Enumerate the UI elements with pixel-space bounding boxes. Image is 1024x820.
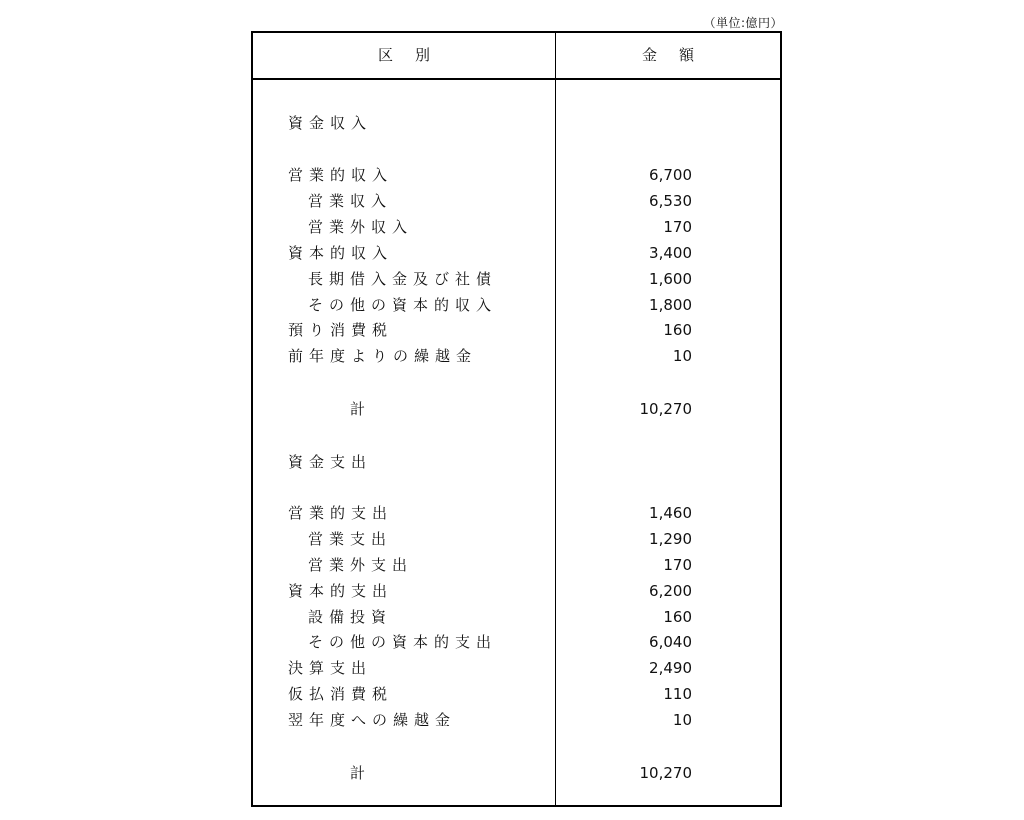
row-amount: 10,270 <box>639 400 692 418</box>
row-label: 設備投資 <box>308 608 393 626</box>
header-amount: 金額 <box>641 46 716 64</box>
table-row <box>253 606 780 628</box>
row-label: 決算支出 <box>288 659 373 677</box>
table-row <box>253 580 780 602</box>
table-row <box>253 709 780 731</box>
table-row <box>253 294 780 316</box>
row-label: 営業収入 <box>308 192 393 210</box>
row-label: 営業外支出 <box>308 556 414 574</box>
row-amount: 160 <box>663 321 692 339</box>
funds-table <box>251 31 782 807</box>
row-amount: 170 <box>663 218 692 236</box>
row-amount: 1,600 <box>649 270 692 288</box>
row-label: 長期借入金及び社債 <box>308 270 498 288</box>
row-label: 翌年度への繰越金 <box>288 711 457 729</box>
table-row <box>253 528 780 550</box>
row-amount: 10,270 <box>639 764 692 782</box>
row-amount: 170 <box>663 556 692 574</box>
row-amount: 10 <box>672 347 692 365</box>
row-label: 営業支出 <box>308 530 393 548</box>
row-label: 資本的収入 <box>288 244 394 262</box>
row-amount: 6,700 <box>649 166 692 184</box>
unit-label: （単位:億円） <box>703 16 783 30</box>
table-row <box>253 451 780 473</box>
row-label: 計 <box>350 400 372 418</box>
table-row <box>253 164 780 186</box>
row-amount: 1,460 <box>649 504 692 522</box>
row-label: 計 <box>350 764 372 782</box>
header-category: 区別 <box>377 46 452 64</box>
row-label: 仮払消費税 <box>288 685 394 703</box>
row-amount: 3,400 <box>649 244 692 262</box>
table-row <box>253 268 780 290</box>
row-label: その他の資本的支出 <box>308 633 498 651</box>
row-amount: 1,290 <box>649 530 692 548</box>
row-amount: 6,530 <box>649 192 692 210</box>
table-row <box>253 657 780 679</box>
table-row <box>253 242 780 264</box>
table-row <box>253 398 780 420</box>
table-row <box>253 319 780 341</box>
row-label: 営業外収入 <box>308 218 414 236</box>
table-row <box>253 554 780 576</box>
row-amount: 160 <box>663 608 692 626</box>
row-label: 資金収入 <box>288 114 373 132</box>
row-amount: 110 <box>663 685 692 703</box>
table-row <box>253 345 780 367</box>
row-label: その他の資本的収入 <box>308 296 498 314</box>
row-label: 資本的支出 <box>288 582 394 600</box>
table-row <box>253 762 780 784</box>
header-divider <box>253 78 780 80</box>
row-label: 営業的収入 <box>288 166 394 184</box>
table-row <box>253 190 780 212</box>
row-amount: 1,800 <box>649 296 692 314</box>
row-amount: 2,490 <box>649 659 692 677</box>
row-label: 前年度よりの繰越金 <box>288 347 478 365</box>
row-label: 預り消費税 <box>288 321 394 339</box>
row-amount: 6,040 <box>649 633 692 651</box>
row-label: 営業的支出 <box>288 504 394 522</box>
row-amount: 6,200 <box>649 582 692 600</box>
table-row <box>253 502 780 524</box>
row-amount: 10 <box>672 711 692 729</box>
table-row <box>253 683 780 705</box>
table-row <box>253 112 780 134</box>
table-row <box>253 631 780 653</box>
row-label: 資金支出 <box>288 453 373 471</box>
table-row <box>253 216 780 238</box>
